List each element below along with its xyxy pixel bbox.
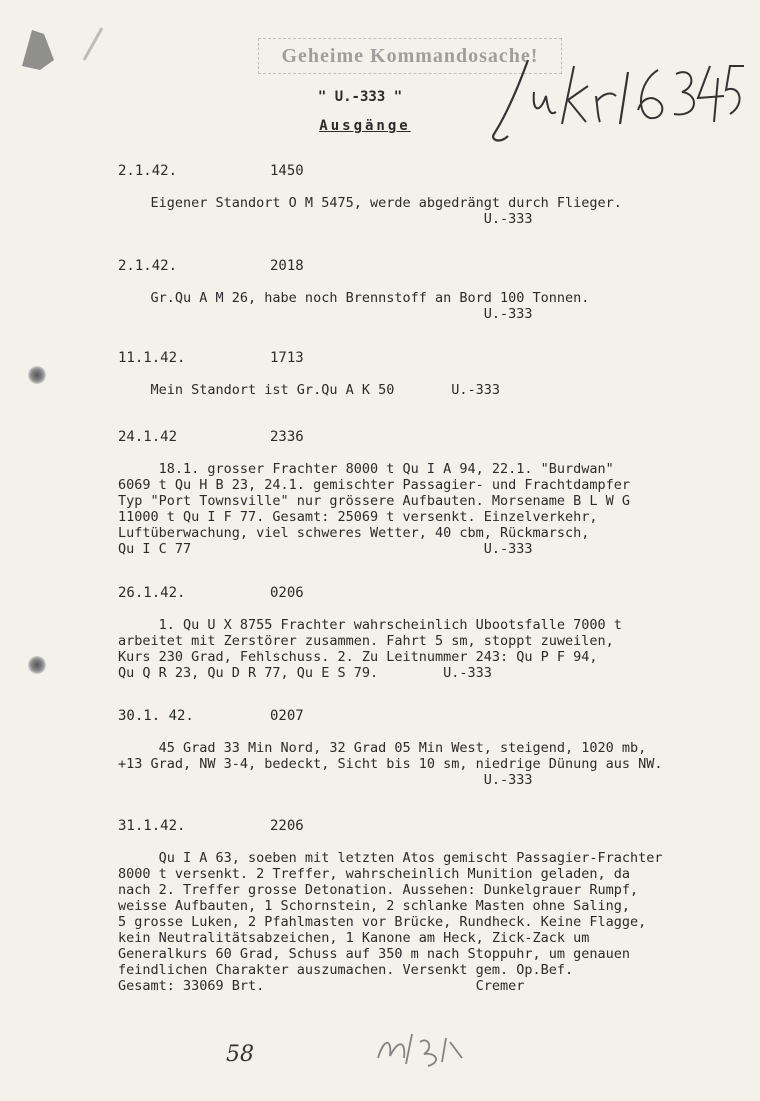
entry-text: Gr.Qu A M 26, habe noch Brennstoff an Bord 100 Tonnen. U.-333: [150, 290, 590, 322]
punch-hole: [28, 656, 46, 674]
entry-time: 0207: [270, 708, 304, 724]
archive-scribble: [372, 1028, 464, 1070]
entry-date: 26.1.42.: [118, 585, 186, 601]
entry-time: 2206: [270, 818, 304, 834]
entry-date: 2.1.42.: [118, 258, 178, 274]
entry-time: 0206: [270, 585, 304, 601]
classification-stamp: Geheime Kommandosache!: [258, 38, 562, 74]
entry-date: 31.1.42.: [118, 818, 186, 834]
entry-time: 2018: [270, 258, 304, 274]
entry-text: Qu I A 63, soeben mit letzten Atos gemischt Passagier-Frachter 8000 t versenkt. 2 Treffer, wahrscheinlich Munition geladen, da nach 2. Treffer grosse Detonation. Aussehen: Dunkelgrauer Rumpf, weisse Aufbauten, 1 Schornstein, 2 schlanke Masten ohne Saling, 5 grosse Luken, 2 Pfahlmasten vor Brücke, Rundheck. Keine Flagge, kein Neutralitätsabzeichen, 1 Kanone am Heck, Zick-Zack um Generalkurs 60 Grad, Schuss auf 350 m nach Stoppuhr, um genauen feindlichen Charakter auszumachen. Versenkt gem. Op.Bef. Gesamt: 33069 Brt. Cremer: [118, 850, 663, 994]
document-subtitle: Ausgänge: [319, 118, 411, 134]
entry-time: 2336: [270, 429, 304, 445]
entry-date: 30.1. 42.: [118, 708, 194, 724]
handwritten-reference: [488, 52, 746, 152]
entry-date: 2.1.42.: [118, 163, 178, 179]
document-title: " U.-333 ": [317, 89, 403, 105]
page-number: 58: [226, 1042, 254, 1067]
entry-text: 18.1. grosser Frachter 8000 t Qu I A 94, 22.1. "Burdwan" 6069 t Qu H B 23, 24.1. gemischter Passagier- und Frachtdampfer Typ "Port Townsville" nur grössere Aufbauten. Morsename B L W G 11000 t Qu I F 77. Gesamt: 25069 t versenkt. Einzelverkehr, Luftüberwachung, viel schweres Wetter, 40 cbm, Rückmarsch, Qu I C 77 U.-333: [118, 461, 631, 557]
entry-date: 11.1.42.: [118, 350, 186, 366]
entry-time: 1713: [270, 350, 304, 366]
punch-hole: [28, 366, 46, 384]
entry-text: Mein Standort ist Gr.Qu A K 50 U.-333: [118, 382, 501, 398]
entry-date: 24.1.42: [118, 429, 178, 445]
entry-time: 1450: [270, 163, 304, 179]
entry-text: 1. Qu U X 8755 Frachter wahrscheinlich Ubootsfalle 7000 t arbeitet mit Zerstörer zusammen. Fahrt 5 sm, stoppt zuweilen, Kurs 230 Grad, Fehlschuss. 2. Zu Leitnummer 243: Qu P F 94, Qu Q R 23, Qu D R 77, Qu E S 79. U.-333: [118, 617, 622, 681]
corner-smudge: [14, 20, 104, 80]
entry-text: 45 Grad 33 Min Nord, 32 Grad 05 Min West, steigend, 1020 mb, +13 Grad, NW 3-4, bedeckt, Sicht bis 10 sm, niedrige Dünung aus NW. U.-333: [118, 740, 663, 788]
entry-text: Eigener Standort O M 5475, werde abgedrängt durch Flieger. U.-333: [150, 195, 622, 227]
